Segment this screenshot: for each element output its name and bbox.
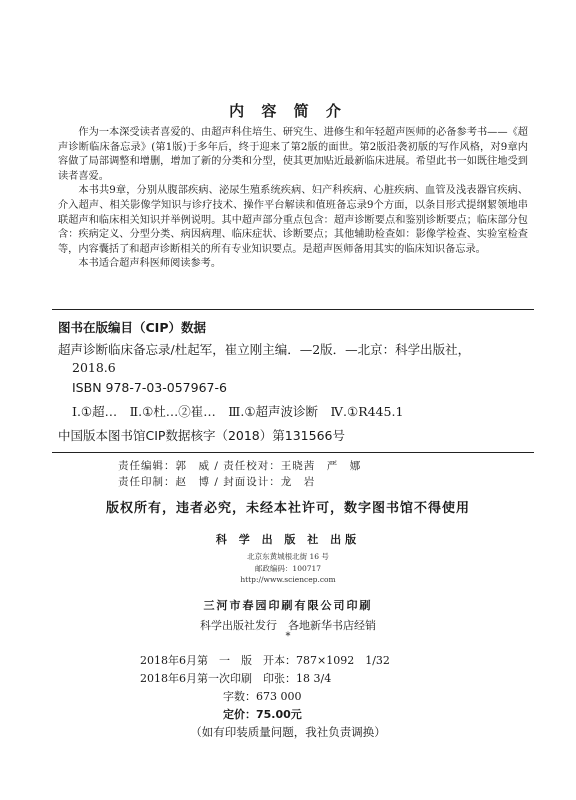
cip-isbn: ISBN 978-7-03-057967-6 (72, 380, 227, 395)
publisher-address: 北京东黄城根北街 16 号 (247, 552, 329, 561)
publisher-postcode: 邮政编码：100717 (254, 564, 322, 573)
separator-star: * (285, 631, 291, 642)
copyright-notice: 版权所有，违者必究，未经本社许可，数字图书馆不得使用 (105, 501, 470, 516)
credits-line-2: 责任印制：赵 博 / 封面设计：龙 岩 (118, 476, 316, 488)
credits-line-1: 责任编辑：郭 威 / 责任校对：王晓茜 严 娜 (118, 460, 362, 472)
quality-note: （如有印装质量问题，我社负责调换） (190, 725, 386, 739)
top-divider (52, 309, 534, 310)
content-summary (58, 126, 528, 272)
price: 定价：75.00元 (223, 708, 302, 721)
printer-line: 三河市春园印刷有限公司印刷 (203, 599, 373, 612)
distribution-line: 科学出版社发行 各地新华书店经销 (200, 619, 376, 632)
summary-paragraph: 作为一本深受读者喜爱的、由超声科住培生、研究生、进修生和年轻超声医师的必备参考书——《超声诊断临床备忘录》(第1版)于多年后，终于迎来了第2版的面世。第2版沿袭初版的写作风格，对9章内容做了局部调整和增删，增加了新的分类和分型，使其更加贴近最新临床进展。希望此书一如既往地受到读者喜爱。 (58, 127, 528, 182)
cip-line-2: 2018.6 (72, 360, 116, 375)
summary-paragraph: 本书共9章，分别从腹部疾病、泌尿生殖系统疾病、妇产科疾病、心脏疾病、血管及浅表器官疾病、介入超声、相关影像学知识与诊疗技术、操作平台解读和值班备忘录9个方面，以条目形式提纲絜领地串联超声和临床相关知识并举例说明。其中超声部分重点包含：超声诊断要点和鉴别诊断要点；临床部分包含：疾病定义、分型分类、病因病理、临床症状、诊断要点；其他辅助检查如：影像学检查、实验室检查等，内容囊括了和超声诊断相关的所有专业知识要点。是超声医师备用其实的临床知识备忘录。 (58, 185, 528, 255)
edition-line: 2018年6月第 一 版 开本：787×1092 1/32 (140, 654, 390, 667)
publisher-website: http://www.sciencep.com (240, 575, 336, 584)
summary-title: 内 容 简 介 (229, 102, 347, 120)
publisher-name: 科 学 出 版 社 出版 (215, 533, 361, 546)
summary-paragraph: 本书适合超声科医师阅读参考。 (78, 258, 222, 270)
word-count: 字数：673 000 (223, 690, 302, 703)
cip-line-1: 超声诊断临床备忘录/杜起军，崔立刚主编．—2版．—北京：科学出版社， (58, 342, 471, 357)
cip-record: 中国版本图书馆CIP数据核字（2018）第131566号 (58, 428, 345, 443)
middle-divider (52, 452, 534, 453)
cip-classification: Ⅰ.①超… Ⅱ.①杜…②崔… Ⅲ.①超声波诊断 Ⅳ.①R445.1 (72, 404, 404, 419)
printing-line: 2018年6月第一次印刷 印张：18 3/4 (140, 672, 332, 685)
cip-heading: 图书在版编目（CIP）数据 (58, 320, 206, 335)
